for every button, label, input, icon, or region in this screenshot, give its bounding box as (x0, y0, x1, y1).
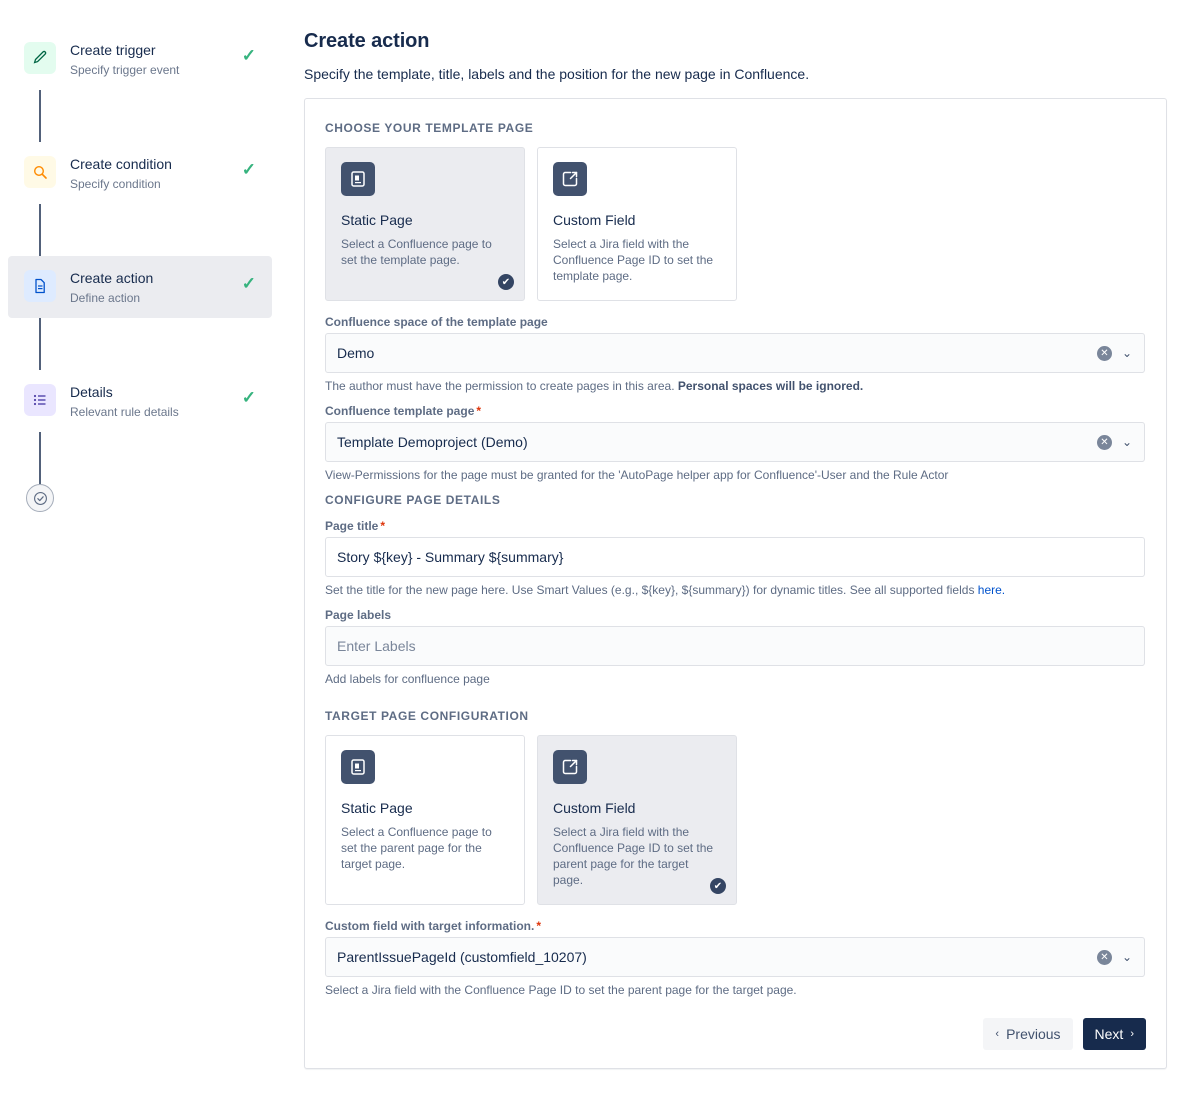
clear-icon[interactable]: ✕ (1097, 435, 1112, 450)
tile-description: Select a Jira field with the Confluence Page ID to set the template page. (553, 237, 714, 283)
next-button-label: Next (1094, 1026, 1124, 1042)
clear-icon[interactable]: ✕ (1097, 346, 1112, 361)
section-heading-page-details: CONFIGURE PAGE DETAILS (325, 493, 501, 507)
custom-field-target-label (325, 919, 1146, 933)
confluence-template-select[interactable] (325, 422, 1145, 462)
step-text (70, 154, 228, 192)
target-page-source-tiles (325, 735, 1146, 905)
create-action-form-card (304, 98, 1167, 1069)
chevron-left-icon: ‹ (995, 1028, 1000, 1040)
step-connector (39, 432, 41, 484)
page-labels-field-block (325, 608, 1146, 687)
chevron-down-icon[interactable]: ⌄ (1122, 346, 1133, 360)
document-icon (24, 270, 56, 302)
tile-description: Select a Confluence page to set the template page. (341, 237, 492, 267)
page-title-help (325, 582, 1146, 598)
custom-field-target-select[interactable] (325, 937, 1145, 977)
check-icon: ✓ (241, 46, 256, 65)
step-connector (39, 90, 41, 142)
page-icon (341, 750, 375, 784)
tile-selected-check-icon: ✔ (710, 878, 726, 894)
custom-field-target-help: Select a Jira field with the Confluence Page ID to set the parent page for the target page. (325, 983, 797, 997)
previous-button-label: Previous (1006, 1026, 1061, 1042)
label-text: Custom field with target information. (325, 919, 535, 933)
section-heading-target-page: TARGET PAGE CONFIGURATION (325, 709, 529, 723)
confluence-space-select[interactable] (325, 333, 1145, 373)
previous-button[interactable] (983, 1018, 1072, 1050)
step-connector (39, 318, 41, 370)
tile-template-custom-field[interactable] (537, 147, 737, 301)
external-page-icon (553, 750, 587, 784)
label-text: Confluence template page (325, 404, 475, 418)
step-subtitle: Relevant rule details (70, 405, 179, 419)
wizard-steps-sidebar (0, 0, 280, 1118)
chevron-right-icon: › (1130, 1028, 1134, 1040)
page-labels-help: Add labels for confluence page (325, 672, 490, 686)
page-icon (341, 162, 375, 196)
page-labels-input[interactable] (325, 626, 1145, 666)
confluence-template-label (325, 404, 1146, 418)
confluence-space-field-block (325, 315, 1146, 394)
clear-icon[interactable]: ✕ (1097, 950, 1112, 965)
step-subtitle: Specify trigger event (70, 63, 180, 77)
step-text (70, 268, 228, 306)
check-icon: ✓ (241, 274, 256, 293)
tile-template-static-page[interactable] (325, 147, 525, 301)
page-title: Create action (304, 30, 430, 52)
pencil-icon (24, 42, 56, 74)
page-title-field-block (325, 519, 1146, 598)
form-footer (325, 1018, 1146, 1052)
sidebar-item-create-action[interactable] (8, 256, 272, 318)
confluence-space-help (325, 378, 1146, 394)
page-title-label (325, 519, 1146, 533)
tile-target-static-page[interactable] (325, 735, 525, 905)
confluence-template-field-block (325, 404, 1146, 483)
next-button[interactable] (1083, 1018, 1146, 1050)
help-text-bold: Personal spaces will be ignored. (677, 379, 864, 393)
custom-field-target-value: ParentIssuePageId (customfield_10207) (337, 949, 587, 965)
check-icon: ✓ (241, 388, 256, 407)
tile-target-custom-field[interactable] (537, 735, 737, 905)
tile-selected-check-icon: ✔ (498, 274, 514, 290)
list-icon (24, 384, 56, 416)
page-labels-label: Page labels (325, 608, 392, 622)
custom-field-target-block (325, 919, 1146, 998)
tile-title: Custom Field (553, 212, 636, 228)
tile-title: Custom Field (553, 800, 636, 816)
step-text (70, 382, 228, 420)
section-heading-template-page: CHOOSE YOUR TEMPLATE PAGE (325, 121, 534, 135)
page-labels-placeholder: Enter Labels (337, 638, 416, 654)
supported-fields-link[interactable]: here. (977, 583, 1006, 597)
required-marker: * (536, 919, 542, 933)
main-content (280, 0, 1187, 1118)
tile-description: Select a Confluence page to set the parent page for the target page. (341, 825, 492, 871)
page-title-input[interactable] (325, 537, 1145, 577)
check-circle-icon (26, 484, 54, 512)
tile-description: Select a Jira field with the Confluence Page ID to set the parent page for the target page. (553, 825, 714, 887)
step-connector (39, 204, 41, 256)
step-text (70, 40, 228, 78)
step-title: Details (70, 384, 113, 400)
step-title: Create trigger (70, 42, 156, 58)
help-text: The author must have the permission to create pages in this area. (325, 379, 678, 393)
sidebar-item-create-condition[interactable] (8, 142, 272, 204)
external-page-icon (553, 162, 587, 196)
tile-title: Static Page (341, 212, 413, 228)
page-title-value: Story ${key} - Summary ${summary} (337, 549, 564, 565)
magnifier-icon (24, 156, 56, 188)
confluence-space-value: Demo (337, 345, 375, 361)
sidebar-item-details[interactable] (8, 370, 272, 432)
step-title: Create condition (70, 156, 172, 172)
sidebar-item-create-trigger[interactable] (8, 28, 272, 90)
label-text: Page title (325, 519, 379, 533)
confluence-space-label: Confluence space of the template page (325, 315, 548, 329)
chevron-down-icon[interactable]: ⌄ (1122, 435, 1133, 449)
check-icon: ✓ (241, 160, 256, 179)
page-description: Specify the template, title, labels and the position for the new page in Confluence. (304, 66, 810, 82)
required-marker: * (380, 519, 386, 533)
confluence-template-value: Template Demoproject (Demo) (337, 434, 528, 450)
chevron-down-icon[interactable]: ⌄ (1122, 950, 1133, 964)
step-subtitle: Specify condition (70, 177, 161, 191)
confluence-template-help: View-Permissions for the page must be granted for the 'AutoPage helper app for Confluence'-User and the Rule Actor (325, 468, 949, 482)
step-subtitle: Define action (70, 291, 141, 305)
template-page-source-tiles (325, 147, 1146, 301)
help-text: Set the title for the new page here. Use Smart Values (e.g., ${key}, ${summary}) for dynamic titles. See all supported fields (325, 583, 978, 597)
required-marker: * (476, 404, 482, 418)
tile-title: Static Page (341, 800, 413, 816)
step-title: Create action (70, 270, 154, 286)
